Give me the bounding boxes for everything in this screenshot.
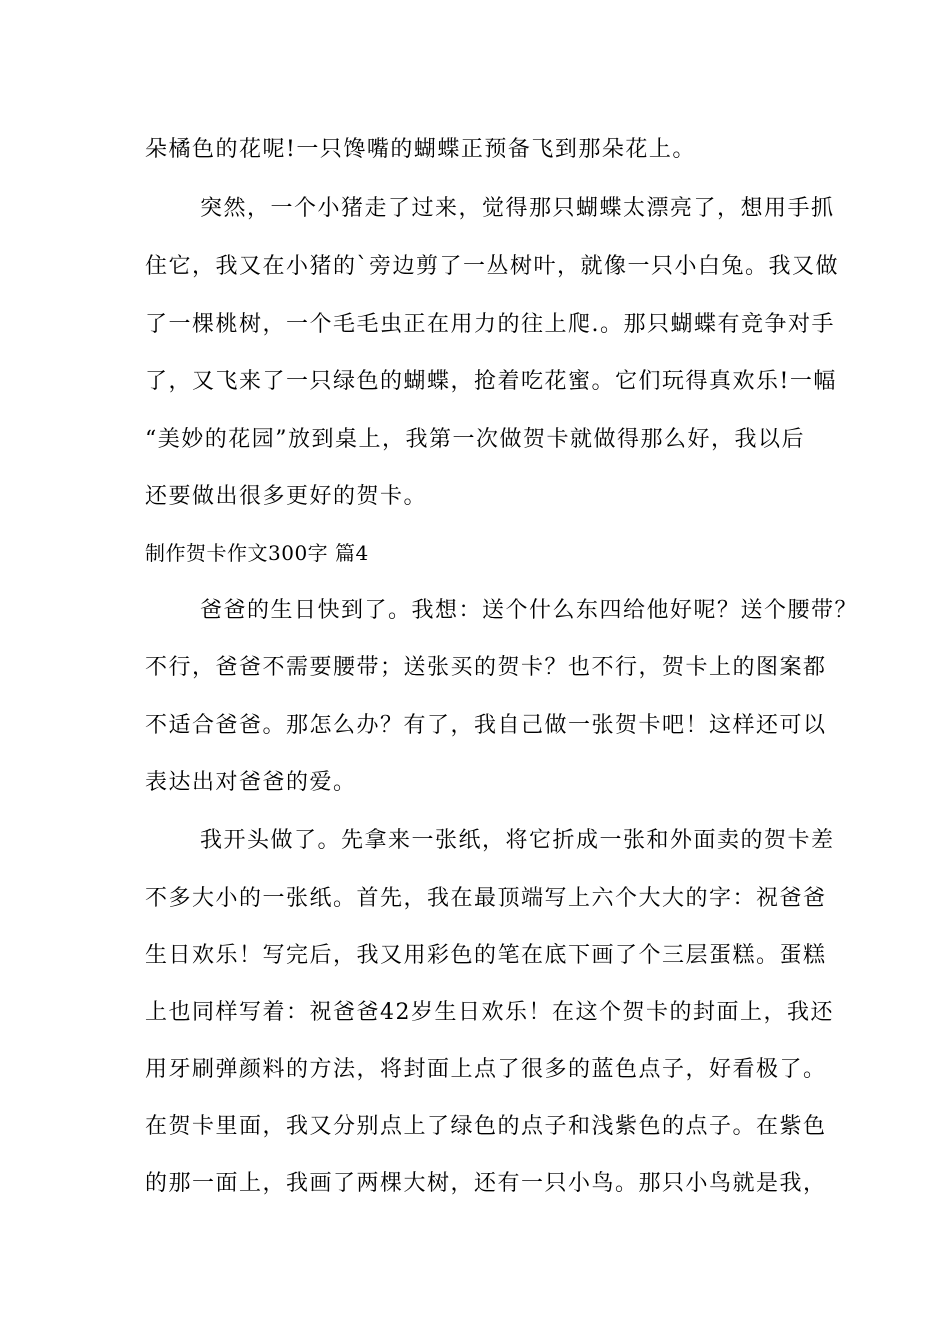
text-line: 爸爸的生日快到了。我想：送个什么东四给他好呢？送个腰带？ xyxy=(200,598,859,623)
text-line: 了一棵桃树，一个毛毛虫正在用力的往上爬.。那只蝴蝶有竞争对手 xyxy=(145,312,835,337)
text-line: 朵橘色的花呢!一只馋嘴的蝴蝶正预备飞到那朵花上。 xyxy=(145,137,696,162)
text-line: 生日欢乐！写完后，我又用彩色的笔在底下画了个三层蛋糕。蛋糕 xyxy=(145,943,827,968)
text-line: “美妙的花园”放到桌上，我第一次做贺卡就做得那么好，我以后 xyxy=(145,427,805,452)
text-line: 不行，爸爸不需要腰带；送张买的贺卡？也不行，贺卡上的图案都 xyxy=(145,655,827,680)
text-line: 的那一面上，我画了两棵大树，还有一只小鸟。那只小鸟就是我， xyxy=(145,1171,827,1196)
text-line: 表达出对爸爸的爱。 xyxy=(145,770,357,795)
text-line: 不多大小的一张纸。首先，我在最顶端写上六个大大的字：祝爸爸 xyxy=(145,886,827,911)
text-line: 上也同样写着：祝爸爸42岁生日欢乐！在这个贺卡的封面上，我还 xyxy=(145,1000,834,1025)
section-heading: 制作贺卡作文300字 篇4 xyxy=(145,541,369,565)
text-line: 我开头做了。先拿来一张纸，将它折成一张和外面卖的贺卡差 xyxy=(200,828,835,853)
text-line: 还要做出很多更好的贺卡。 xyxy=(145,484,428,509)
text-line: 住它，我又在小猪的`旁边剪了一丛树叶，就像一只小白兔。我又做 xyxy=(145,254,840,279)
text-line: 突然，一个小猪走了过来，觉得那只蝴蝶太漂亮了，想用手抓 xyxy=(200,196,835,221)
text-line: 用牙刷弹颜料的方法，将封面上点了很多的蓝色点子，好看极了。 xyxy=(145,1057,827,1082)
text-line: 了，又飞来了一只绿色的蝴蝶，抢着吃花蜜。它们玩得真欢乐!一幅 xyxy=(145,369,837,394)
text-line: 不适合爸爸。那怎么办？有了，我自己做一张贺卡吧！这样还可以 xyxy=(145,713,827,738)
text-line: 在贺卡里面，我又分别点上了绿色的点子和浅紫色的点子。在紫色 xyxy=(145,1114,827,1139)
